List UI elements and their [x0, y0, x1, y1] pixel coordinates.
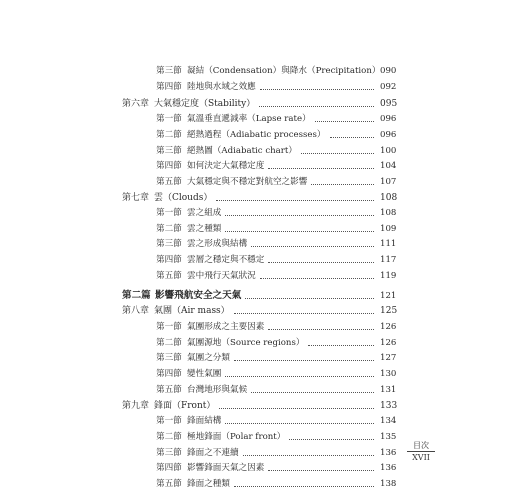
toc-number: 第五節: [156, 385, 182, 395]
toc-page-number: 133: [380, 401, 398, 411]
toc-page-number: 104: [380, 161, 397, 171]
dot-leader: [245, 297, 374, 299]
toc-page-number: 126: [380, 322, 397, 332]
toc-section-row: [0, 335, 520, 351]
toc-section-row: [0, 445, 520, 461]
toc-page-number: 126: [380, 338, 397, 348]
toc-number: 第二節: [156, 432, 182, 442]
toc-title: 極地鋒面（Polar front）: [187, 432, 286, 442]
toc-page-number: 138: [380, 479, 397, 489]
toc-title: 氣團之分類: [187, 353, 230, 363]
toc-title: 絕熱過程（Adiabatic processes）: [187, 130, 326, 140]
toc-title: 影響鋒面天氣之因素: [187, 463, 265, 473]
toc-number: 第一節: [156, 114, 182, 124]
dot-leader: [311, 183, 374, 185]
toc-title: 雲層之穩定與不穩定: [187, 255, 265, 265]
toc-page-number: 136: [380, 448, 397, 458]
toc-section-row: [0, 460, 520, 476]
dot-leader: [251, 245, 374, 247]
toc-title: 鋒面之不連續: [187, 448, 239, 458]
toc-page-number: 108: [380, 208, 397, 218]
toc-page-number: 117: [380, 255, 397, 265]
dot-leader: [251, 391, 374, 393]
toc-number: 第三節: [156, 66, 182, 76]
toc-page-number: 135: [380, 432, 397, 442]
toc-number: 第四節: [156, 82, 182, 92]
dot-leader: [268, 167, 374, 169]
toc-page-number: 131: [380, 385, 397, 395]
toc-number: 第五節: [156, 177, 182, 187]
dot-leader: [225, 422, 374, 424]
toc-title: 大氣穩定與不穩定對航空之影響: [187, 177, 308, 187]
toc-title: 氣團源地（Source regions）: [187, 338, 305, 348]
toc-title: 雲之種類: [187, 224, 222, 234]
toc-number: 第三節: [156, 239, 182, 249]
toc-page-number: 121: [380, 291, 397, 301]
toc-title: 氣團形成之主要因素: [187, 322, 265, 332]
toc-section-row: [0, 221, 520, 237]
dot-leader: [259, 105, 374, 107]
toc-number: 第二節: [156, 338, 182, 348]
toc-chapter-row: [0, 398, 520, 414]
toc-title: 鋒面（Front）: [154, 401, 216, 411]
dot-leader: [301, 152, 374, 154]
toc-number: 第一節: [156, 208, 182, 218]
dot-leader: [225, 214, 374, 216]
toc-page-number: 127: [380, 353, 397, 363]
dot-leader: [243, 454, 374, 456]
toc-title: 如何決定大氣穩定度: [187, 161, 265, 171]
toc-section-row: [0, 127, 520, 143]
toc-section-row: [0, 63, 520, 79]
toc-section-row: [0, 429, 520, 445]
toc-chapter-row: [0, 190, 520, 206]
toc-title: 變性氣團: [187, 369, 222, 379]
toc-number: 第二篇: [122, 290, 151, 301]
toc-chapter-row: [0, 96, 520, 112]
toc-section-row: [0, 268, 520, 284]
toc-section-row: [0, 174, 520, 190]
toc-title: 絕熱圖（Adiabatic chart）: [187, 146, 297, 156]
toc-page-number: 108: [380, 193, 398, 203]
dot-leader: [330, 136, 374, 138]
toc-number: 第一節: [156, 322, 182, 332]
toc-number: 第四節: [156, 255, 182, 265]
toc-title: 雲之形成與結構: [187, 239, 248, 249]
dot-leader: [225, 375, 374, 377]
toc-page-number: 096: [380, 130, 397, 140]
toc-number: 第七章: [122, 193, 150, 203]
toc-page-number: 119: [380, 271, 397, 281]
dot-leader: [289, 438, 374, 440]
toc-page-number: 134: [380, 416, 397, 426]
toc-section-row: [0, 143, 520, 159]
dot-leader: [268, 469, 374, 471]
dot-leader: [234, 359, 374, 361]
toc-page-number: 095: [380, 99, 398, 109]
dot-leader: [315, 120, 374, 122]
toc-title: 陸地與水域之效應: [187, 82, 256, 92]
toc-page-number: 109: [380, 224, 397, 234]
dot-leader: [308, 344, 374, 346]
dot-leader: [268, 261, 374, 263]
toc-part-row: [0, 288, 520, 304]
toc-title: 鋒面之種類: [187, 479, 230, 489]
toc-section-row: [0, 476, 520, 492]
toc-number: 第八章: [122, 306, 150, 316]
toc-number: 第三節: [156, 448, 182, 458]
toc-section-row: [0, 111, 520, 127]
toc-number: 第九章: [122, 401, 150, 411]
dot-leader: [219, 407, 374, 409]
toc-section-row: [0, 205, 520, 221]
toc-section-row: [0, 252, 520, 268]
toc-section-row: [0, 79, 520, 95]
toc-title: 大氣穩定度（Stability）: [154, 99, 256, 109]
toc-section-row: [0, 350, 520, 366]
toc-title: 雲中飛行天氣狀況: [187, 271, 256, 281]
toc-title: 鋒面結構: [187, 416, 222, 426]
toc-number: 第五節: [156, 479, 182, 489]
toc-page-number: 130: [380, 369, 397, 379]
toc-number: 第三節: [156, 146, 182, 156]
toc-page-number: 092: [380, 82, 397, 92]
toc-section-row: [0, 158, 520, 174]
toc-title: 雲（Clouds）: [154, 193, 213, 203]
toc-section-row: [0, 319, 520, 335]
toc-title: 雲之組成: [187, 208, 222, 218]
dot-leader: [268, 328, 374, 330]
toc-page-number: 090: [380, 66, 397, 76]
toc-page-number: 136: [380, 463, 397, 473]
dot-leader: [260, 277, 374, 279]
toc-page-number: 100: [380, 146, 397, 156]
toc-title: 凝結（Condensation）與降水（Precipitation）: [187, 66, 381, 76]
toc-number: 第三節: [156, 353, 182, 363]
toc-section-row: [0, 382, 520, 398]
dot-leader: [216, 199, 374, 201]
toc-section-row: [0, 236, 520, 252]
dot-leader: [260, 88, 374, 90]
toc-number: 第五節: [156, 271, 182, 281]
toc-page-number: 107: [380, 177, 397, 187]
toc-page-number: 096: [380, 114, 397, 124]
dot-leader: [234, 312, 374, 314]
page-number-roman: XVII: [412, 453, 430, 462]
dot-leader: [225, 230, 374, 232]
toc-number: 第四節: [156, 369, 182, 379]
toc-page-number: 111: [380, 239, 397, 249]
toc-number: 第二節: [156, 130, 182, 140]
toc-title: 台灣地形與氣候: [187, 385, 248, 395]
toc-chapter-row: [0, 303, 520, 319]
catalog-label: 目次: [407, 441, 435, 452]
toc-page-number: 125: [380, 306, 398, 316]
toc-number: 第一節: [156, 416, 182, 426]
toc-number: 第二節: [156, 224, 182, 234]
toc-title: 氣溫垂直遞減率（Lapse rate）: [187, 114, 311, 124]
toc-section-row: [0, 413, 520, 429]
toc-title: 影響飛航安全之天氣: [155, 290, 242, 301]
toc-number: 第四節: [156, 463, 182, 473]
toc-number: 第六章: [122, 99, 150, 109]
toc-section-row: [0, 366, 520, 382]
dot-leader: [234, 485, 374, 487]
toc-number: 第四節: [156, 161, 182, 171]
toc-title: 氣團（Air mass）: [154, 306, 230, 316]
page-marker: [407, 441, 435, 464]
